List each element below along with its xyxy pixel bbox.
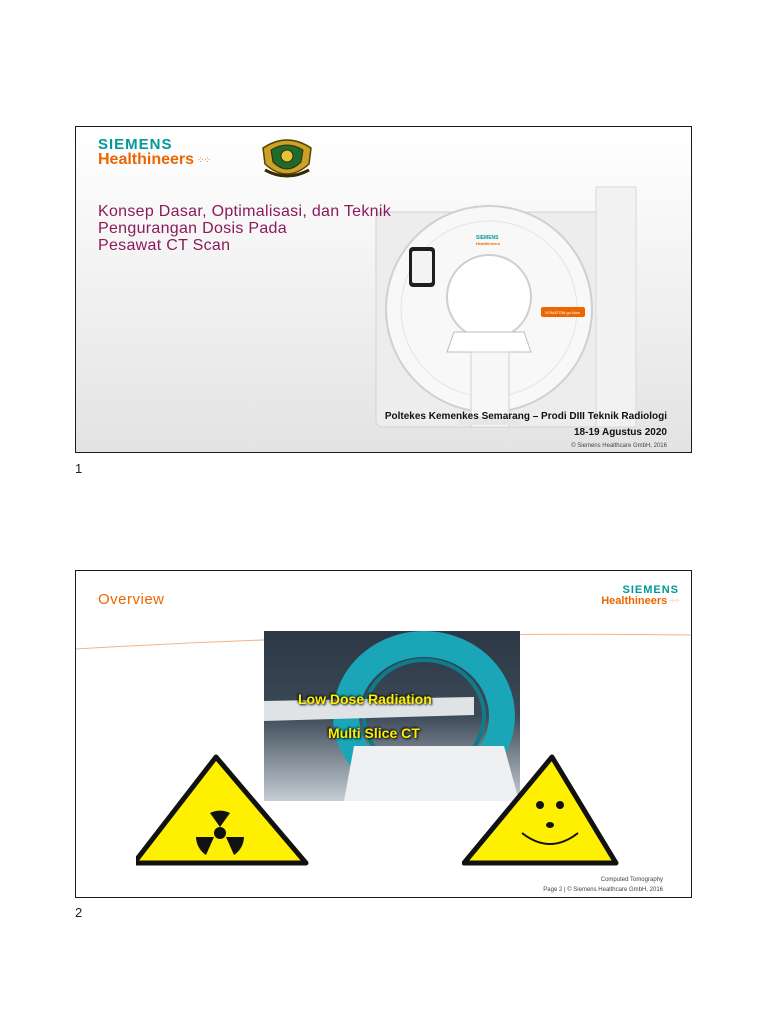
title-line: Pesawat CT Scan [98, 237, 231, 254]
radiation-warning-icon [136, 751, 316, 867]
siemens-wordmark: SIEMENS [622, 584, 679, 596]
title-line: Konsep Dasar, Optimalisasi, dan Teknik [98, 203, 392, 220]
smiley-warning-icon [462, 751, 622, 867]
siemens-healthineers-logo [98, 137, 210, 168]
page-number: 1 [75, 461, 83, 476]
ct-scanner-illustration [76, 127, 692, 453]
scanner-brand-healthineers: Healthineers [476, 241, 501, 246]
institution-emblem-icon [259, 134, 315, 184]
overview-slide [75, 570, 692, 898]
event-date: 18-19 Agustus 2020 [573, 427, 667, 438]
title-slide [75, 126, 692, 453]
healthineers-dots-icon: ⁘⁘ [197, 154, 211, 165]
siemens-wordmark: SIEMENS [98, 136, 173, 153]
healthineers-wordmark: Healthineers [98, 151, 195, 168]
healthineers-wordmark: Healthineers [601, 595, 668, 607]
scanner-model-badge: SOMATOM go.Now [545, 310, 580, 315]
slide1-copyright: © Siemens Healthcare GmbH, 2016 [571, 443, 667, 449]
title-line: Pengurangan Dosis Pada [98, 220, 287, 237]
slide1-footer [385, 409, 667, 441]
page-number: 2 [75, 905, 83, 920]
multi-slice-ct-label: Multi Slice CT [328, 725, 420, 741]
siemens-healthineers-logo [601, 585, 679, 607]
slide1-title [98, 203, 478, 254]
scanner-brand-siemens: SIEMENS [476, 235, 499, 241]
healthineers-dots-icon: ⁘⁘ [669, 598, 679, 605]
low-dose-radiation-label: Low Dose Radiation [298, 691, 432, 707]
slide2-footer-page: Page 2 | © Siemens Healthcare GmbH, 2016 [543, 887, 663, 893]
institution-name: Poltekes Kemenkes Semarang – Prodi DIII Teknik Radiologi [384, 411, 667, 422]
slide2-footer-topic: Computed Tomography [600, 877, 663, 883]
slide2-title: Overview [98, 591, 165, 608]
